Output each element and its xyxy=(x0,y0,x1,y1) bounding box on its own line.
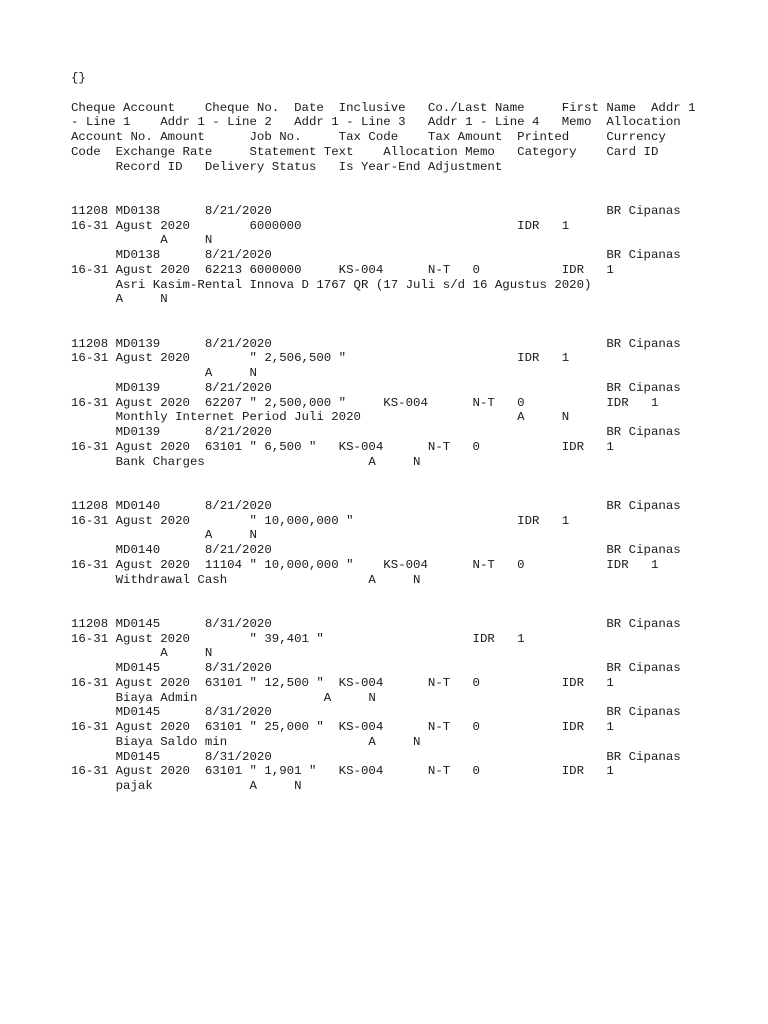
cheque-export-text: {} Cheque Account Cheque No. Date Inclusive Co./Last Name First Name Addr 1 - Line 1 Addr 1 - Line 2 Addr 1 - Line 3 Addr 1 - Line 4 Memo Allocation Account No. Amount Job No. Tax Code Tax Amount Printed Currency Code Exchange Rate Statement Text Allocation Memo Category Card ID Record ID Delivery Status Is Year-End Adjustment 11208 MD0138 8/21/2020 BR Cipanas 16-31 Agust 2020 6000000 IDR 1 A N MD0138 8/21/2020 BR Cipanas 16-31 Agust 2020 62213 6000000 KS-004 N-T 0 IDR 1 Asri Kasim-Rental Innova D 1767 QR (17 Juli s/d 16 Agustus 2020) A N 11208 MD0139 8/21/2020 BR Cipanas 16-31 Agust 2020 " 2,506,500 " IDR 1 A N MD0139 8/21/2020 BR Cipanas 16-31 Agust 2020 62207 " 2,500,000 " KS-004 N-T 0 IDR 1 Monthly Internet Period Juli 2020 A N MD0139 8/21/2020 BR Cipanas 16-31 Agust 2020 63101 " 6,500 " KS-004 N-T 0 IDR 1 Bank Charges A N 11208 MD0140 8/21/2020 BR Cipanas 16-31 Agust 2020 " 10,000,000 " IDR 1 A N MD0140 8/21/2020 BR Cipanas 16-31 Agust 2020 11104 " 10,000,000 " KS-004 N-T 0 IDR 1 Withdrawal Cash A N 11208 MD0145 8/31/2020 BR Cipanas 16-31 Agust 2020 " 39,401 " IDR 1 A N MD0145 8/31/2020 BR Cipanas 16-31 Agust 2020 63101 " 12,500 " KS-004 N-T 0 IDR 1 Biaya Admin A N MD0145 8/31/2020 BR Cipanas 16-31 Agust 2020 63101 " 25,000 " KS-004 N-T 0 IDR 1 Biaya Saldo min A N MD0145 8/31/2020 BR Cipanas 16-31 Agust 2020 63101 " 1,901 " KS-004 N-T 0 IDR 1 pajak A N xyxy=(71,71,696,793)
